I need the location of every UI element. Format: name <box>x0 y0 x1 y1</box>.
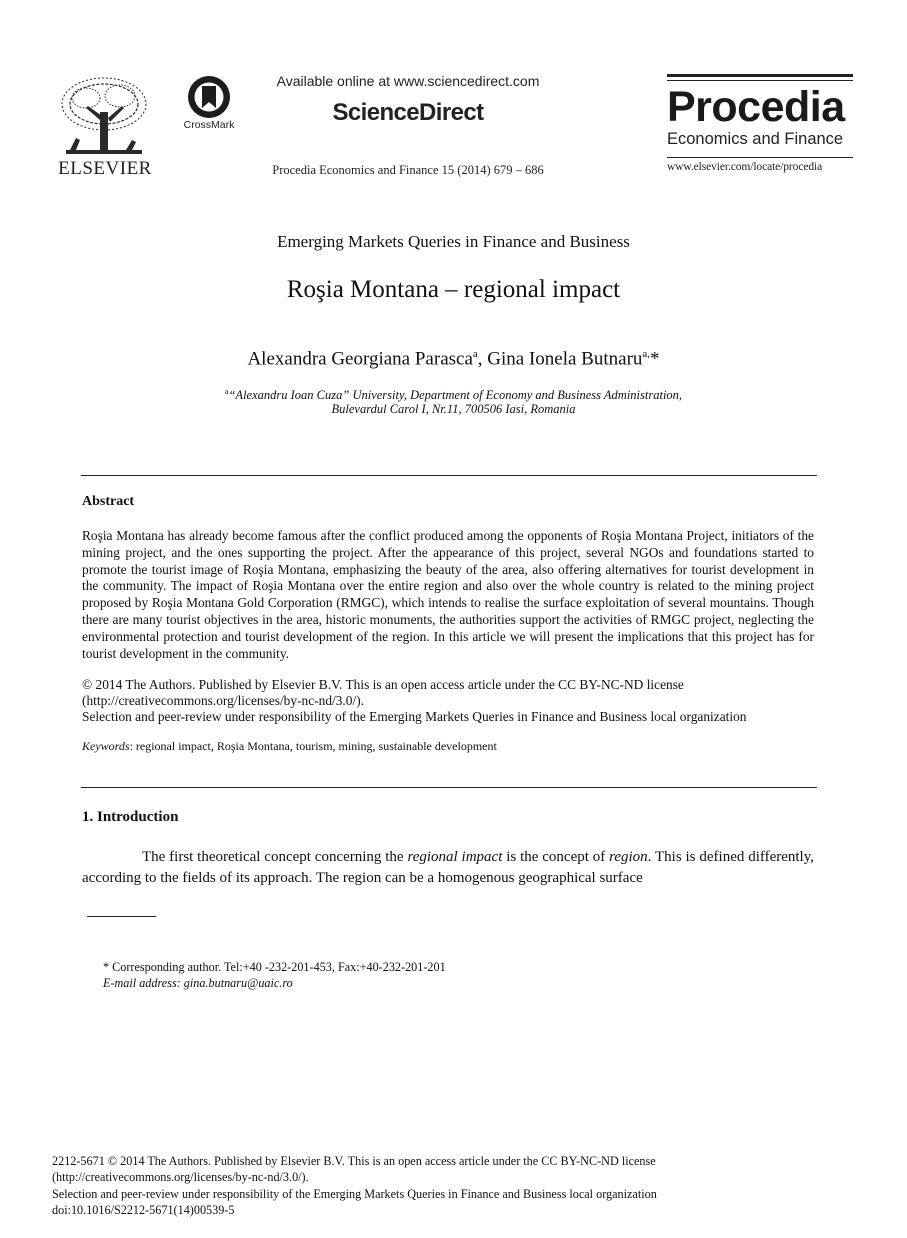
introduction-heading: 1. Introduction <box>82 809 179 825</box>
license-link[interactable]: (http://creativecommons.org/licenses/by-nc-nd/3.0/). <box>82 693 365 709</box>
elsevier-wordmark: ELSEVIER <box>58 158 152 179</box>
procedia-logo <box>667 74 853 173</box>
corresponding-author-note: * Corresponding author. Tel:+40 -232-201-453, Fax:+40-232-201-201 <box>103 960 446 974</box>
article-title: Roşia Montana – regional impact <box>286 276 621 303</box>
footer-issn-license: 2212-5671 © 2014 The Authors. Published by Elsevier B.V. This is an open access article under the CC BY-NC-ND license <box>52 1154 656 1168</box>
author-2-name: Gina Ionela Butnaru <box>487 348 643 370</box>
journal-reference: Procedia Economics and Finance 15 (2014) 679 – 686 <box>272 163 544 177</box>
author-2-affiliation-mark: a, <box>642 348 651 360</box>
license-block <box>82 677 817 726</box>
affiliation-mark: a <box>224 387 229 396</box>
license-line-1: © 2014 The Authors. Published by Elsevier B.V. This is an open access article under the CC BY-NC-ND license <box>82 677 684 692</box>
page-footer <box>52 1153 872 1219</box>
abstract-top-rule <box>81 475 817 476</box>
author-list <box>0 348 907 370</box>
intro-emphasis-2: region <box>609 849 648 865</box>
affiliation-line-2: Bulevardul Carol I, Nr.11, 700506 Iasi, Romania <box>331 402 576 416</box>
procedia-rule-thin <box>667 80 853 81</box>
intro-text-1: The first theoretical concept concerning the <box>142 849 408 865</box>
email-address-note[interactable]: E-mail address: gina.butnaru@uaic.ro <box>103 976 293 990</box>
affiliation-line-1 <box>0 387 907 403</box>
crossmark-icon[interactable] <box>186 74 232 120</box>
footer-peer-review: Selection and peer-review under responsibility of the Emerging Markets Queries in Finance and Business local organization <box>52 1186 657 1201</box>
introduction-paragraph <box>82 847 814 888</box>
elsevier-tree-logo <box>56 74 152 160</box>
abstract-bottom-rule <box>81 787 817 788</box>
abstract-heading: Abstract <box>82 494 135 509</box>
procedia-rule-bottom <box>667 157 853 158</box>
sciencedirect-logo: ScienceDirect <box>332 99 484 126</box>
keywords-line <box>82 739 817 754</box>
author-1-affiliation-mark: a <box>472 348 478 360</box>
intro-text-3: . This is defined differently, according to the fields of its approach. The region can be a homogenous geographical surface <box>82 849 814 886</box>
peer-review-line: Selection and peer-review under responsibility of the Emerging Markets Queries in Finance and Business local organization <box>82 709 747 725</box>
procedia-wordmark: Procedia <box>667 83 845 131</box>
author-separator: , <box>477 348 488 370</box>
intro-emphasis-1: regional impact <box>407 849 503 865</box>
author-1-name: Alexandra Georgiana Parasca <box>247 348 473 370</box>
procedia-url-link[interactable]: www.elsevier.com/locate/procedia <box>667 161 823 173</box>
footer-license-link[interactable]: (http://creativecommons.org/licenses/by-nc-nd/3.0/). <box>52 1170 309 1185</box>
keywords-label: Keywords <box>82 739 130 753</box>
intro-text-2: is the concept of <box>502 849 610 865</box>
conference-name: Emerging Markets Queries in Finance and Business <box>277 232 630 251</box>
procedia-subtitle: Economics and Finance <box>667 130 844 148</box>
affiliation-text-1: “Alexandru Ioan Cuza” University, Department of Economy and Business Administration, <box>228 388 683 403</box>
available-online-text: Available online at www.sciencedirect.com <box>276 73 540 89</box>
abstract-body: Roşia Montana has already become famous after the conflict produced among the opponents of Roşia Montana Project, initiators of the mining project, and the ones supporting the project. After the appearance of this project, several NGOs and foundations started to promote the tourist image of Roşia Montana, emphasizing the beauty of the area, also offering alternatives for tourist development in the community. The impact of Roşia Montana over the entire region and also over the whole country is related to the mining project proposed by Roşia Montana Gold Corporation (RMGC), which intends to realise the surface exploitation of several mountains. Though there are many tourist objectives in the area, historic monuments, the authorities support the activities of RMGC project, neglecting the environmental protection and tourist development of the region. In this article we will present the implications that this project has for tourist development in the community. <box>82 528 814 661</box>
crossmark-label: CrossMark <box>183 119 235 131</box>
corresponding-star: * <box>650 348 660 370</box>
footnote-rule <box>87 916 156 917</box>
procedia-rule-thick <box>667 74 853 77</box>
keywords-text: : regional impact, Roşia Montana, tourism, mining, sustainable development <box>129 739 497 753</box>
footer-doi[interactable]: doi:10.1016/S2212-5671(14)00539-5 <box>52 1203 235 1218</box>
